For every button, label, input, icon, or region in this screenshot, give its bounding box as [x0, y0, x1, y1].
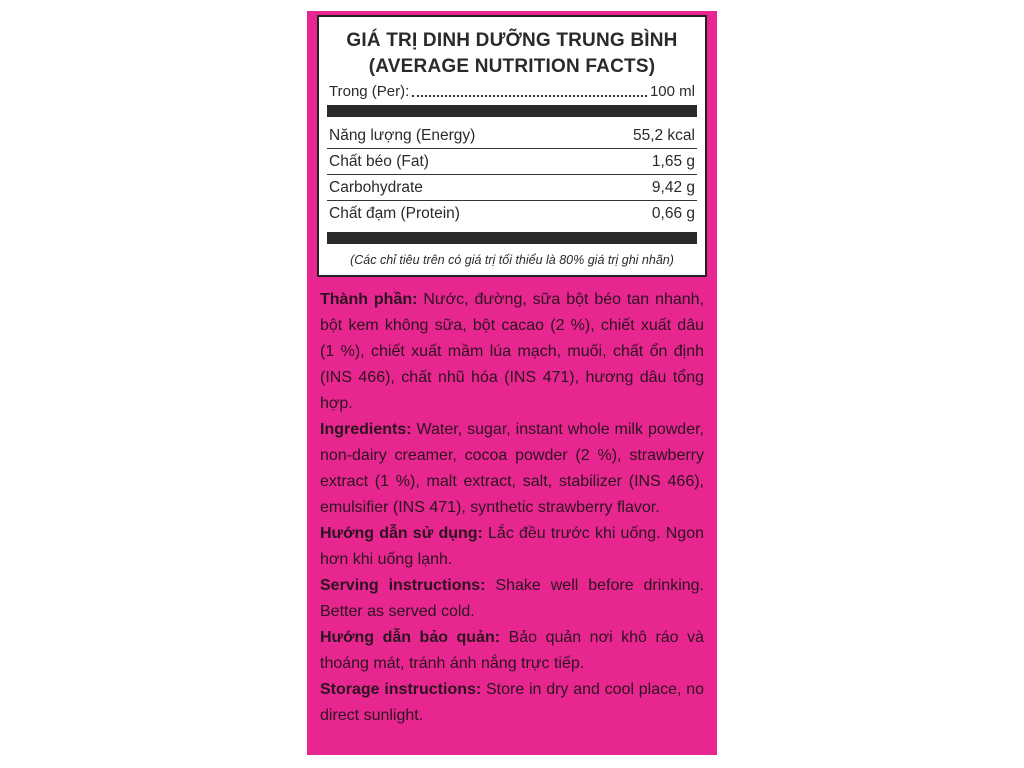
nutrition-footnote: (Các chỉ tiêu trên có giá trị tối thiểu là 80% giá trị ghi nhãn) — [350, 253, 674, 267]
usage-en-text: Shake well before drinking. Better as served cold. — [320, 577, 704, 620]
usage-en-paragraph — [320, 573, 704, 625]
nutrient-value: 9,42 g — [651, 179, 695, 196]
nutrient-name: Năng lượng (Energy) — [329, 127, 476, 144]
storage-en-text: Store in dry and cool place, no direct sunlight. — [320, 681, 705, 724]
per-label: Trong (Per): — [329, 83, 410, 100]
nutrition-row-fat — [327, 149, 697, 175]
nutrition-row-carbohydrate — [327, 175, 697, 201]
usage-vi-paragraph — [320, 521, 704, 573]
storage-vi-paragraph — [320, 625, 704, 677]
nutrient-value: 1,65 g — [651, 153, 695, 170]
nutrient-name: Carbohydrate — [329, 179, 423, 196]
nutrient-value: 55,2 kcal — [632, 127, 695, 144]
ingredients-en-text: Water, sugar, instant whole milk powder, non-dairy creamer, cocoa powder (2 %), strawberry extract (1 %), malt extract, salt, stabilizer (INS 466), emulsifier (INS 471), synthetic strawberry flavor. — [320, 421, 704, 516]
usage-vi-text: Lắc đều trước khi uống. Ngon hơn khi uống lạnh. — [320, 525, 704, 568]
ingredients-vi-paragraph — [320, 287, 704, 417]
nutrition-row-protein — [327, 201, 697, 226]
product-label-panel — [307, 11, 717, 755]
storage-vi-text: Bảo quản nơi khô ráo và thoáng mát, tránh ánh nắng trực tiếp. — [320, 629, 705, 672]
nutrition-rows — [327, 123, 697, 226]
divider-bar-top — [327, 105, 697, 117]
per-value: 100 ml — [649, 83, 695, 100]
divider-bar-bottom — [327, 232, 697, 244]
nutrition-row-energy — [327, 123, 697, 149]
storage-vi-heading: Hướng dẫn bảo quản: — [320, 629, 501, 646]
nutrition-title-en: (AVERAGE NUTRITION FACTS) — [368, 56, 656, 77]
ingredients-en-paragraph — [320, 417, 704, 521]
storage-en-paragraph — [320, 677, 704, 729]
nutrient-value: 0,66 g — [651, 205, 695, 222]
usage-vi-heading: Hướng dẫn sử dụng: — [320, 525, 483, 542]
serving-size-row — [329, 83, 695, 101]
storage-en-heading: Storage instructions: — [320, 681, 482, 698]
ingredients-vi-text: Nước, đường, sữa bột béo tan nhanh, bột kem không sữa, bột cacao (2 %), chiết xuất dâu (1 %), chiết xuất mầm lúa mạch, muối, chất ổn định (INS 466), chất nhũ hóa (INS 471), hương dâu tổng hợp. — [320, 291, 704, 412]
label-text-sections — [320, 287, 704, 729]
nutrient-name: Chất béo (Fat) — [329, 153, 429, 170]
nutrition-title-vi: GIÁ TRỊ DINH DƯỠNG TRUNG BÌNH — [346, 30, 678, 51]
ingredients-vi-heading: Thành phần: — [320, 291, 418, 308]
nutrition-facts-table — [317, 15, 707, 277]
nutrient-name: Chất đạm (Protein) — [329, 205, 460, 222]
ingredients-en-heading: Ingredients: — [320, 421, 412, 438]
usage-en-heading: Serving instructions: — [320, 577, 486, 594]
dotted-leader — [412, 94, 647, 97]
